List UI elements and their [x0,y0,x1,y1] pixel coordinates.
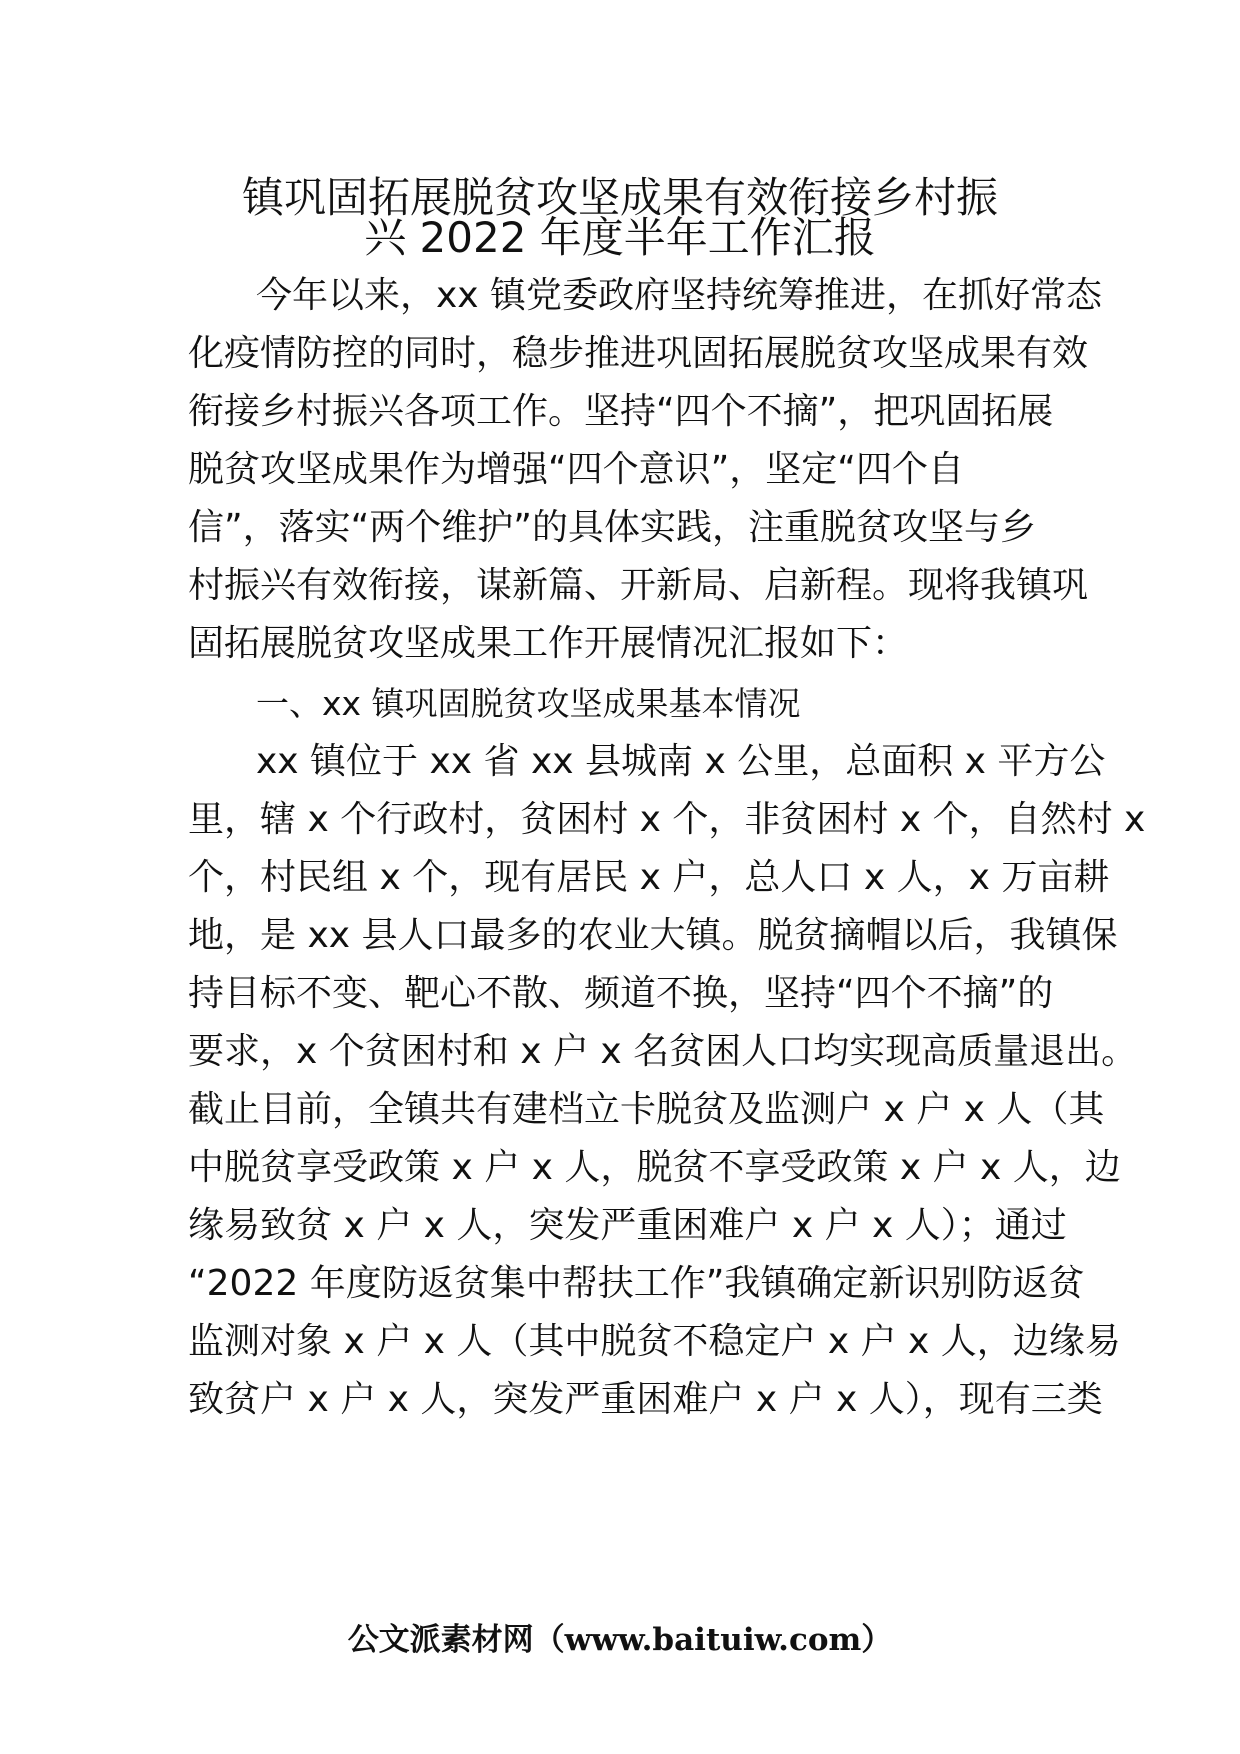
paragraph-line: 信”，落实“两个维护”的具体实践，注重脱贫攻坚与乡 [188,507,1036,548]
paragraph-line: 村振兴有效衔接，谋新篇、开新局、启新程。现将我镇巩 [188,565,1089,606]
paragraph-line: 脱贫攻坚成果作为增强“四个意识”，坚定“四个自 [188,449,964,490]
paragraph-line: 个，村民组 x 个，现有居民 x 户，总人口 x 人，x 万亩耕 [188,857,1110,898]
paragraph-line: 里，辖 x 个行政村，贫困村 x 个，非贫困村 x 个，自然村 x [188,799,1146,840]
paragraph-line: 地，是 xx 县人口最多的农业大镇。脱贫摘帽以后，我镇保 [188,915,1118,956]
paragraph-line: 衔接乡村振兴各项工作。坚持“四个不摘”，把巩固拓展 [188,391,1054,432]
paragraph-line: “2022 年度防返贫集中帮扶工作”我镇确定新识别防返贫 [188,1263,1085,1304]
paragraph-line: 今年以来，xx 镇党委政府坚持统筹推进，在抓好常态 [256,275,1103,316]
paragraph-line: 缘易致贫 x 户 x 人，突发严重困难户 x 户 x 人）；通过 [188,1205,1067,1246]
paragraph-line: 化疫情防控的同时，稳步推进巩固拓展脱贫攻坚成果有效 [188,333,1089,374]
paragraph-line: xx 镇位于 xx 省 xx 县城南 x 公里，总面积 x 平方公 [256,741,1106,782]
paragraph-line: 监测对象 x 户 x 人（其中脱贫不稳定户 x 户 x 人，边缘易 [188,1321,1121,1362]
paragraph-line: 要求，x 个贫困村和 x 户 x 名贫困人口均实现高质量退出。 [188,1031,1138,1072]
paragraph-line: 截止目前，全镇共有建档立卡脱贫及监测户 x 户 x 人（其 [188,1089,1105,1130]
page-footer: 公文派素材网（www.baituiw.com） [347,1622,893,1658]
paragraph-line: 中脱贫享受政策 x 户 x 人，脱贫不享受政策 x 户 x 人，边 [188,1147,1121,1188]
document-title-line-2: 兴 2022 年度半年工作汇报 [364,213,876,262]
document-title-line-1: 镇巩固拓展脱贫攻坚成果有效衔接乡村振 [241,173,998,222]
paragraph-line: 固拓展脱贫攻坚成果工作开展情况汇报如下： [188,623,909,664]
section-heading: 一、xx 镇巩固脱贫攻坚成果基本情况 [256,684,801,723]
paragraph-line: 致贫户 x 户 x 人，突发严重困难户 x 户 x 人），现有三类 [188,1379,1103,1420]
paragraph-line: 持目标不变、靶心不散、频道不换，坚持“四个不摘”的 [188,973,1054,1014]
